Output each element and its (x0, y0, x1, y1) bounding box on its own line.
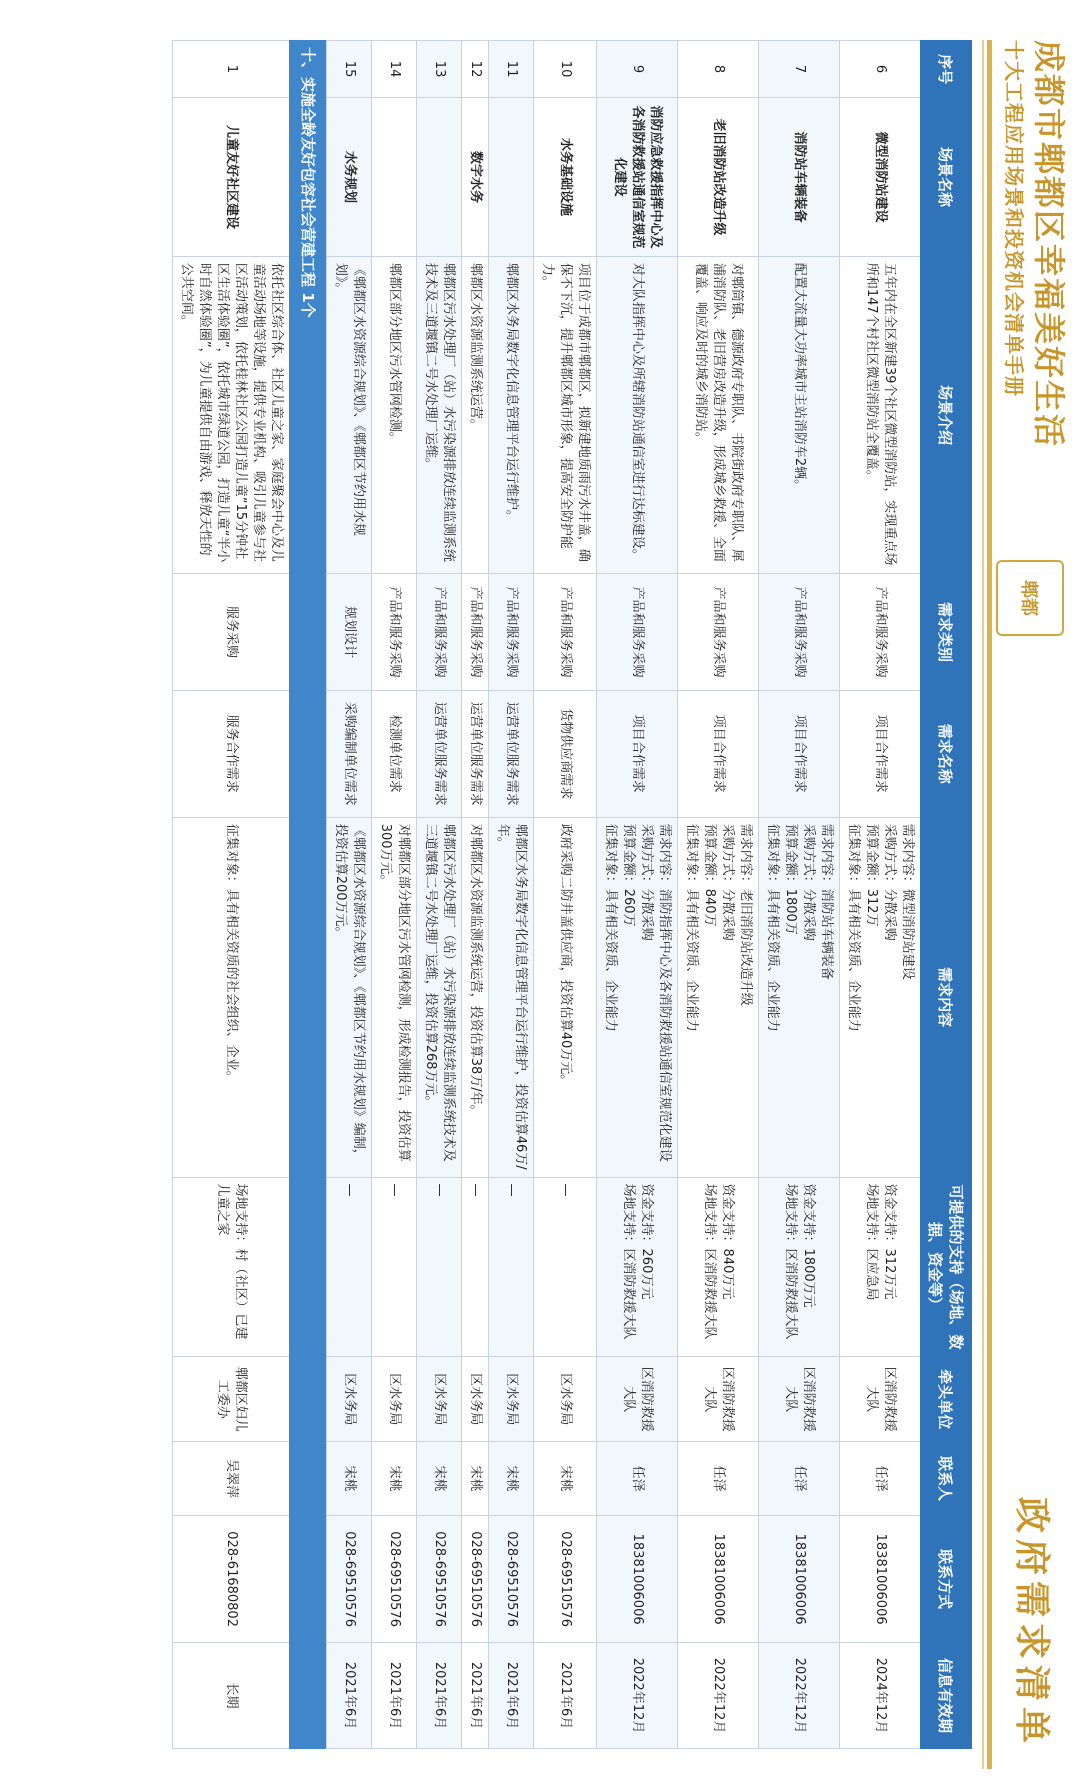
valid-until: 2024年12月 (840, 1643, 921, 1749)
demand-content: 郫都区污水处理厂（站）水污染源排放连续监测系统技术及三道堰镇二号水处理厂运维，投资估算268万元。 (417, 817, 462, 1177)
scene-intro: 项目位于成都市郫都区，拟新建地质雨污水井盖，确保不下沉，提升郫都区城市形象，提高安全防护能力。 (534, 256, 597, 573)
lead-unit: 区水务局 (327, 1357, 372, 1442)
contact-phone: 028-69510576 (327, 1516, 372, 1643)
support: — (534, 1177, 597, 1357)
lead-unit: 区消防救援大队 (840, 1357, 921, 1442)
table-row (759, 41, 840, 1749)
contact-person: 任泽 (840, 1442, 921, 1516)
column-header: 信息有效期 (921, 1643, 972, 1749)
demand-content: 需求内容：消防站车辆装备 采购方式：分散采购 预算金额：1800万 征集对象：具有相关资质、企业能力 (759, 817, 840, 1177)
table-row (489, 41, 534, 1749)
table-row (372, 41, 417, 1749)
contact-phone: 028-69510576 (462, 1516, 489, 1643)
table-row (327, 41, 372, 1749)
demand-category: 产品和服务采购 (372, 574, 417, 690)
demand-name: 采购编制单位需求 (327, 690, 372, 817)
scene-intro: 郫都区水务局数字化信息管理平台运行维护。 (489, 256, 534, 573)
contact-phone: 18381006006 (597, 1516, 678, 1643)
table-row (462, 41, 489, 1749)
scene-name: 水务规划 (327, 98, 372, 257)
demand-category: 产品和服务采购 (597, 574, 678, 690)
scene-name (489, 98, 534, 257)
scene-name (417, 98, 462, 257)
demand-name: 检测单位需求 (372, 690, 417, 817)
scene-intro: 郫都区水资源监测系统运营。 (462, 256, 489, 573)
demand-name: 项目合作需求 (597, 690, 678, 817)
demand-content: 征集对象：具有相关资质的社会组织、企业。 (173, 817, 290, 1177)
demand-category: 产品和服务采购 (759, 574, 840, 690)
table-row (534, 41, 597, 1749)
column-header: 牵头单位 (921, 1357, 972, 1442)
contact-phone: 028-69510576 (417, 1516, 462, 1643)
table-row (173, 41, 290, 1749)
row-number: 10 (534, 41, 597, 98)
demand-name: 项目合作需求 (840, 690, 921, 817)
row-number: 6 (840, 41, 921, 98)
row-number: 9 (597, 41, 678, 98)
demand-content: 需求内容：微型消防站建设 采购方式：分散采购 预算金额：312万 征集对象：具有相关资质、企业能力 (840, 817, 921, 1177)
row-number: 14 (372, 41, 417, 98)
valid-until: 2022年12月 (597, 1643, 678, 1749)
valid-until: 2022年12月 (759, 1643, 840, 1749)
logo-text: 郫都 (1018, 580, 1039, 616)
support: 资金支持：312万元 场地支持：区应急局 (840, 1177, 921, 1357)
demand-category: 产品和服务采购 (417, 574, 462, 690)
column-header: 需求类别 (921, 574, 972, 690)
table-header-row (921, 41, 972, 1749)
contact-person: 任泽 (759, 1442, 840, 1516)
valid-until: 长期 (173, 1643, 290, 1749)
scene-intro: 依托社区综合体、社区儿童之家、家庭聚会中心及儿童活动场地等设施，提供专业机构、吸引儿童参与社区活动策划，依托桂林社区公园打造儿童“15分钟社区生活体验圈”，依托城市绿道公园，打造儿童“半小时自然体验圈”，为儿童提供自由游戏、释放天性的公共空间。 (173, 256, 290, 573)
column-header: 可提供的支持（场地、数据、资金等） (921, 1177, 972, 1357)
contact-phone: 18381006006 (840, 1516, 921, 1643)
row-number: 8 (678, 41, 759, 98)
scene-intro: 《郫都区水资源综合规划》、《郫都区节约用水规划》。 (327, 256, 372, 573)
lead-unit: 区水务局 (372, 1357, 417, 1442)
page-subtitle: 十大工程应用场景和投资机会清单手册 (1002, 40, 1026, 397)
lead-unit: 区消防救援大队 (678, 1357, 759, 1442)
lead-unit: 区消防救援大队 (597, 1357, 678, 1442)
demand-content: 对郫都区水资源监测系统运营，投资估算38万/年。 (462, 817, 489, 1177)
support: 资金支持：1800万元 场地支持：区消防救援大队 (759, 1177, 840, 1357)
demand-content: 郫都区水务局数字化信息管理平台运行维护，投资估算46万/年。 (489, 817, 534, 1177)
valid-until: 2021年6月 (327, 1643, 372, 1749)
table-row (597, 41, 678, 1749)
scene-name: 水务基础设施 (534, 98, 597, 257)
contact-phone: 18381006006 (759, 1516, 840, 1643)
lead-unit: 区水务局 (462, 1357, 489, 1442)
contact-person: 宋桃 (462, 1442, 489, 1516)
lead-unit: 区水务局 (534, 1357, 597, 1442)
demand-name: 项目合作需求 (759, 690, 840, 817)
table-row (417, 41, 462, 1749)
support: 资金支持：840万元 场地支持：区消防救援大队 (678, 1177, 759, 1357)
scene-name: 消防站车辆装备 (759, 98, 840, 257)
column-header: 需求内容 (921, 817, 972, 1177)
lead-unit: 区水务局 (417, 1357, 462, 1442)
demand-content: 《郫都区水资源综合规划》、《郫都区节约用水规划》编制，投资估算200万元。 (327, 817, 372, 1177)
column-header: 场景介绍 (921, 256, 972, 573)
lead-unit: 郫都区妇儿工委办 (173, 1357, 290, 1442)
contact-phone: 028-69510576 (372, 1516, 417, 1643)
contact-person: 任泽 (597, 1442, 678, 1516)
row-number: 11 (489, 41, 534, 98)
scene-name: 数字水务 (462, 98, 489, 257)
valid-until: 2021年6月 (372, 1643, 417, 1749)
scene-intro: 郫都区部分地区污水管网检测。 (372, 256, 417, 573)
row-number: 13 (417, 41, 462, 98)
demand-name: 货物供应商需求 (534, 690, 597, 817)
contact-person: 吴翠萍 (173, 1442, 290, 1516)
column-header: 场景名称 (921, 98, 972, 257)
scene-intro: 对大队指挥中心及所辖消防站通信室进行达标建设。 (597, 256, 678, 573)
demand-category: 产品和服务采购 (840, 574, 921, 690)
support: — (327, 1177, 372, 1357)
page-header (970, 0, 1080, 1789)
demand-name: 服务合作需求 (173, 690, 290, 817)
demand-content: 对郫都区部分地区污水管网检测，形成检测报告，投资估算300万元。 (372, 817, 417, 1177)
support: — (462, 1177, 489, 1357)
contact-person: 宋桃 (372, 1442, 417, 1516)
demand-content: 需求内容：消防指挥中心及各消防救援站通信室规范化建设 采购方式：分散采购 预算金额：260万 征集对象：具有相关资质、企业能力 (597, 817, 678, 1177)
section-row (290, 41, 327, 1749)
contact-person: 宋桃 (534, 1442, 597, 1516)
contact-phone: 028-61680802 (173, 1516, 290, 1643)
valid-until: 2022年12月 (678, 1643, 759, 1749)
demand-category: 产品和服务采购 (489, 574, 534, 690)
support: 资金支持：260万元 场地支持：区消防救援大队 (597, 1177, 678, 1357)
scene-name: 儿童友好社区建设 (173, 98, 290, 257)
contact-person: 宋桃 (327, 1442, 372, 1516)
column-header: 序号 (921, 41, 972, 98)
demand-category: 服务采购 (173, 574, 290, 690)
scene-name: 消防应急救援指挥中心及各消防救援站通信室规范化建设 (597, 98, 678, 257)
pidu-logo (996, 560, 1064, 636)
scene-intro: 配置大流量大功率城市主站消防车2辆。 (759, 256, 840, 573)
support: 场地支持：村（社区）已建儿童之家 (173, 1177, 290, 1357)
support: — (372, 1177, 417, 1357)
section-title: 十、实施全龄友好包容社会营建工程 1个 (290, 41, 327, 1749)
row-number: 15 (327, 41, 372, 98)
valid-until: 2021年6月 (417, 1643, 462, 1749)
demand-category: 产品和服务采购 (462, 574, 489, 690)
section-heading: 政府需求清单 (1011, 1496, 1052, 1749)
table-row (840, 41, 921, 1749)
scene-intro: 对郫筒镇、德源政府专职队、书院街政府专职队、犀浦消防队、老旧营房改造升级，形成城乡救援、全面覆盖、响应及时的城乡消防站。 (678, 256, 759, 573)
support: — (489, 1177, 534, 1357)
scene-intro: 五年内在全区新建39个社区微型消防站，实现重点场所和147个村社区微型消防站全覆盖。 (840, 256, 921, 573)
demand-category: 产品和服务采购 (534, 574, 597, 690)
lead-unit: 区水务局 (489, 1357, 534, 1442)
row-number: 7 (759, 41, 840, 98)
demand-name: 运营单位服务需求 (417, 690, 462, 817)
page-title: 成都市郫都区幸福美好生活 (1030, 40, 1068, 449)
table-row (678, 41, 759, 1749)
column-header: 需求名称 (921, 690, 972, 817)
demand-name: 运营单位服务需求 (462, 690, 489, 817)
scene-name: 微型消防站建设 (840, 98, 921, 257)
column-header: 联系人 (921, 1442, 972, 1516)
header-divider (987, 40, 992, 1769)
contact-person: 宋桃 (489, 1442, 534, 1516)
lead-unit: 区消防救援大队 (759, 1357, 840, 1442)
demand-category: 产品和服务采购 (678, 574, 759, 690)
demand-table (172, 40, 972, 1749)
scene-intro: 郫都区污水处理厂（站）水污染源排放连续监测系统技术及三道堰镇二号水处理厂运维。 (417, 256, 462, 573)
header-divider-thin (982, 40, 984, 1769)
support: — (417, 1177, 462, 1357)
valid-until: 2021年6月 (462, 1643, 489, 1749)
valid-until: 2021年6月 (489, 1643, 534, 1749)
demand-name: 项目合作需求 (678, 690, 759, 817)
demand-name: 运营单位服务需求 (489, 690, 534, 817)
demand-content: 政府采购二防井盖供应商，投资估算40万元。 (534, 817, 597, 1177)
contact-person: 宋桃 (417, 1442, 462, 1516)
column-header: 联系方式 (921, 1516, 972, 1643)
valid-until: 2021年6月 (534, 1643, 597, 1749)
scene-name (372, 98, 417, 257)
demand-content: 需求内容：老旧消防站改造升级 采购方式：分散采购 预算金额：840万 征集对象：具有相关资质、企业能力 (678, 817, 759, 1177)
demand-category: 规划设计 (327, 574, 372, 690)
row-number: 1 (173, 41, 290, 98)
contact-phone: 028-69510576 (489, 1516, 534, 1643)
row-number: 12 (462, 41, 489, 98)
scene-name: 老旧消防站改造升级 (678, 98, 759, 257)
contact-phone: 028-69510576 (534, 1516, 597, 1643)
contact-person: 任泽 (678, 1442, 759, 1516)
contact-phone: 18381006006 (678, 1516, 759, 1643)
